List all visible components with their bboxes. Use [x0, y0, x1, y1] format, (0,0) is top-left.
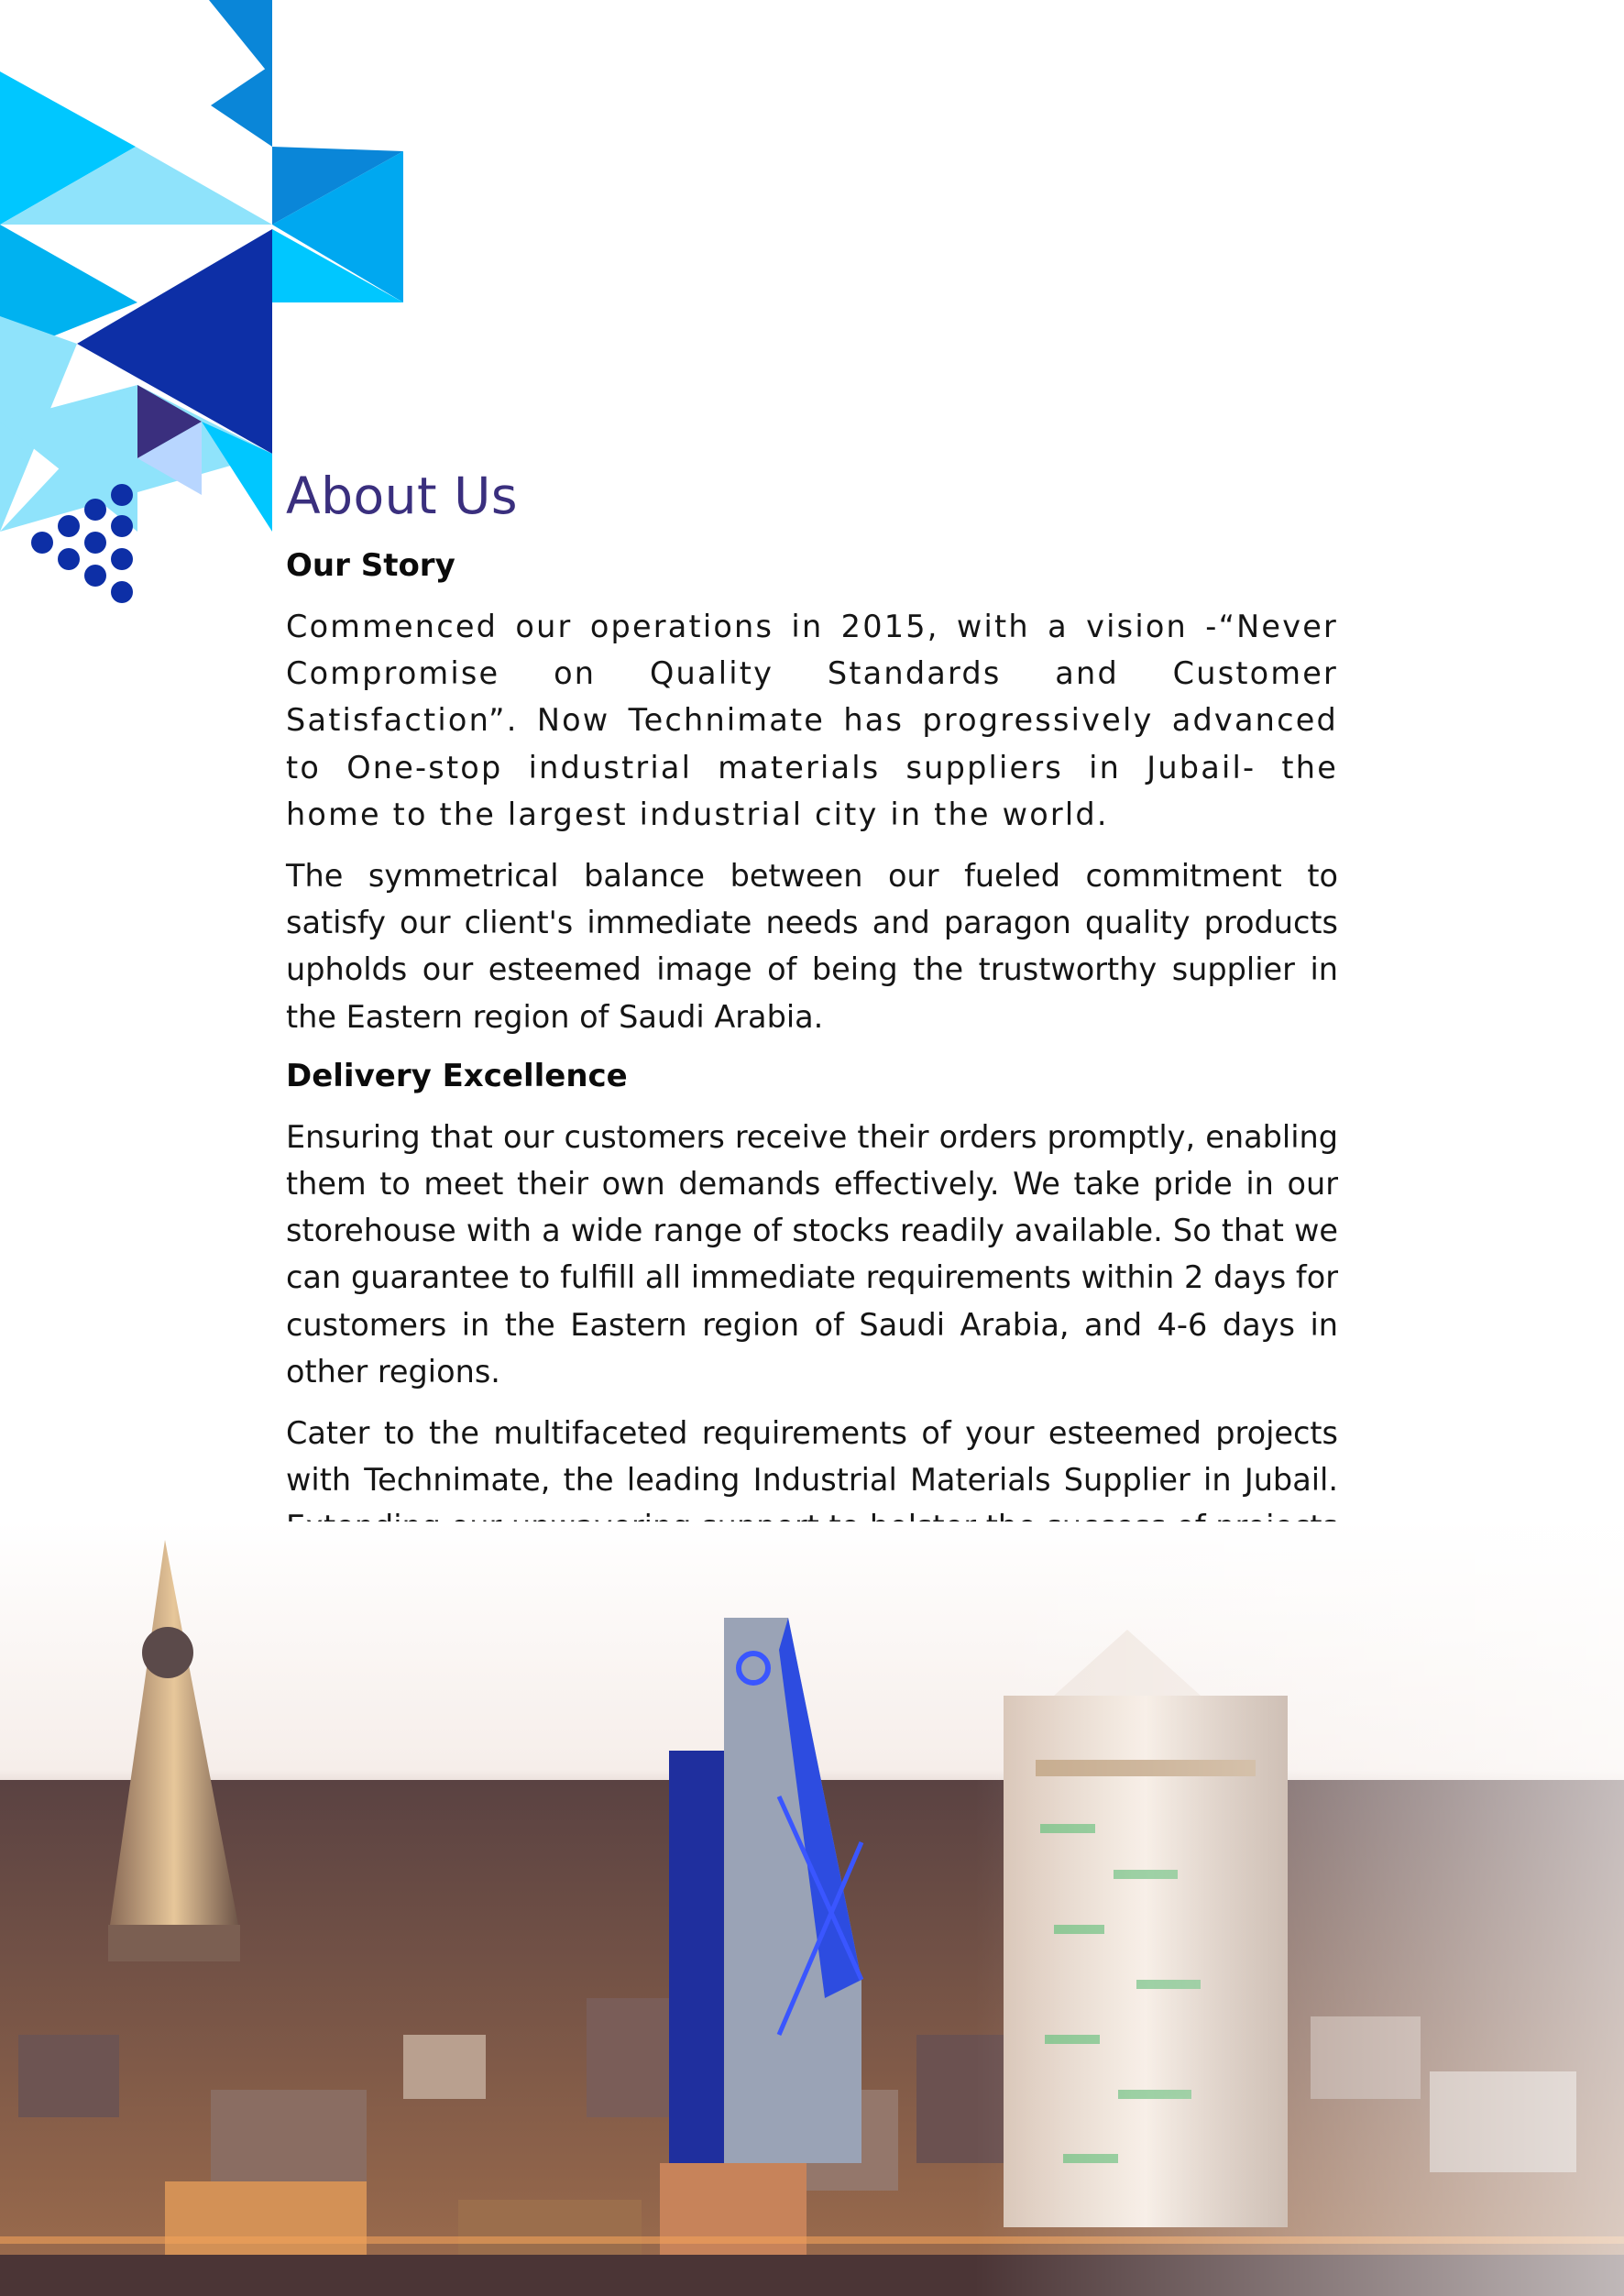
city-skyline-image: [0, 1522, 1624, 2296]
delivery-paragraph-2: Cater to the multifaceted requirements of your esteemed projects with Technimate, the leading Industrial Materials Supplier in Jubail.: [286, 1415, 1338, 1499]
our-story-paragraph-1: Commenced our operations in 2015, with a vision -“Never Compromise on Quality Standards and Customer Satisfaction”. Now Technimate has progressively advanced to One-stop industrial materials suppliers in Jubail- the home to the largest industrial city in the world.: [286, 609, 1338, 832]
about-content: [286, 464, 1338, 1612]
our-story-heading: Our Story: [286, 547, 455, 584]
delivery-paragraph-1: Ensuring that our customers receive their orders promptly, enabling them to meet their own demands effectively. We take pride in our storehouse with a wide range of stocks readily available. So that we can guarantee to fulfill all immediate requirements within 2 days for customers in the Eastern region of Saudi Arabia, and 4-6 days in other regions.: [286, 1118, 1338, 1390]
page-title: About Us: [286, 467, 519, 525]
our-story-paragraph-2: The symmetrical balance between our fueled commitment to satisfy our client's immediate needs and paragon quality products upholds our esteemed image of being the trustworthy supplier in the Eastern region of Saudi Arabia.: [286, 858, 1338, 1035]
delivery-excellence-heading: Delivery Excellence: [286, 1057, 628, 1094]
